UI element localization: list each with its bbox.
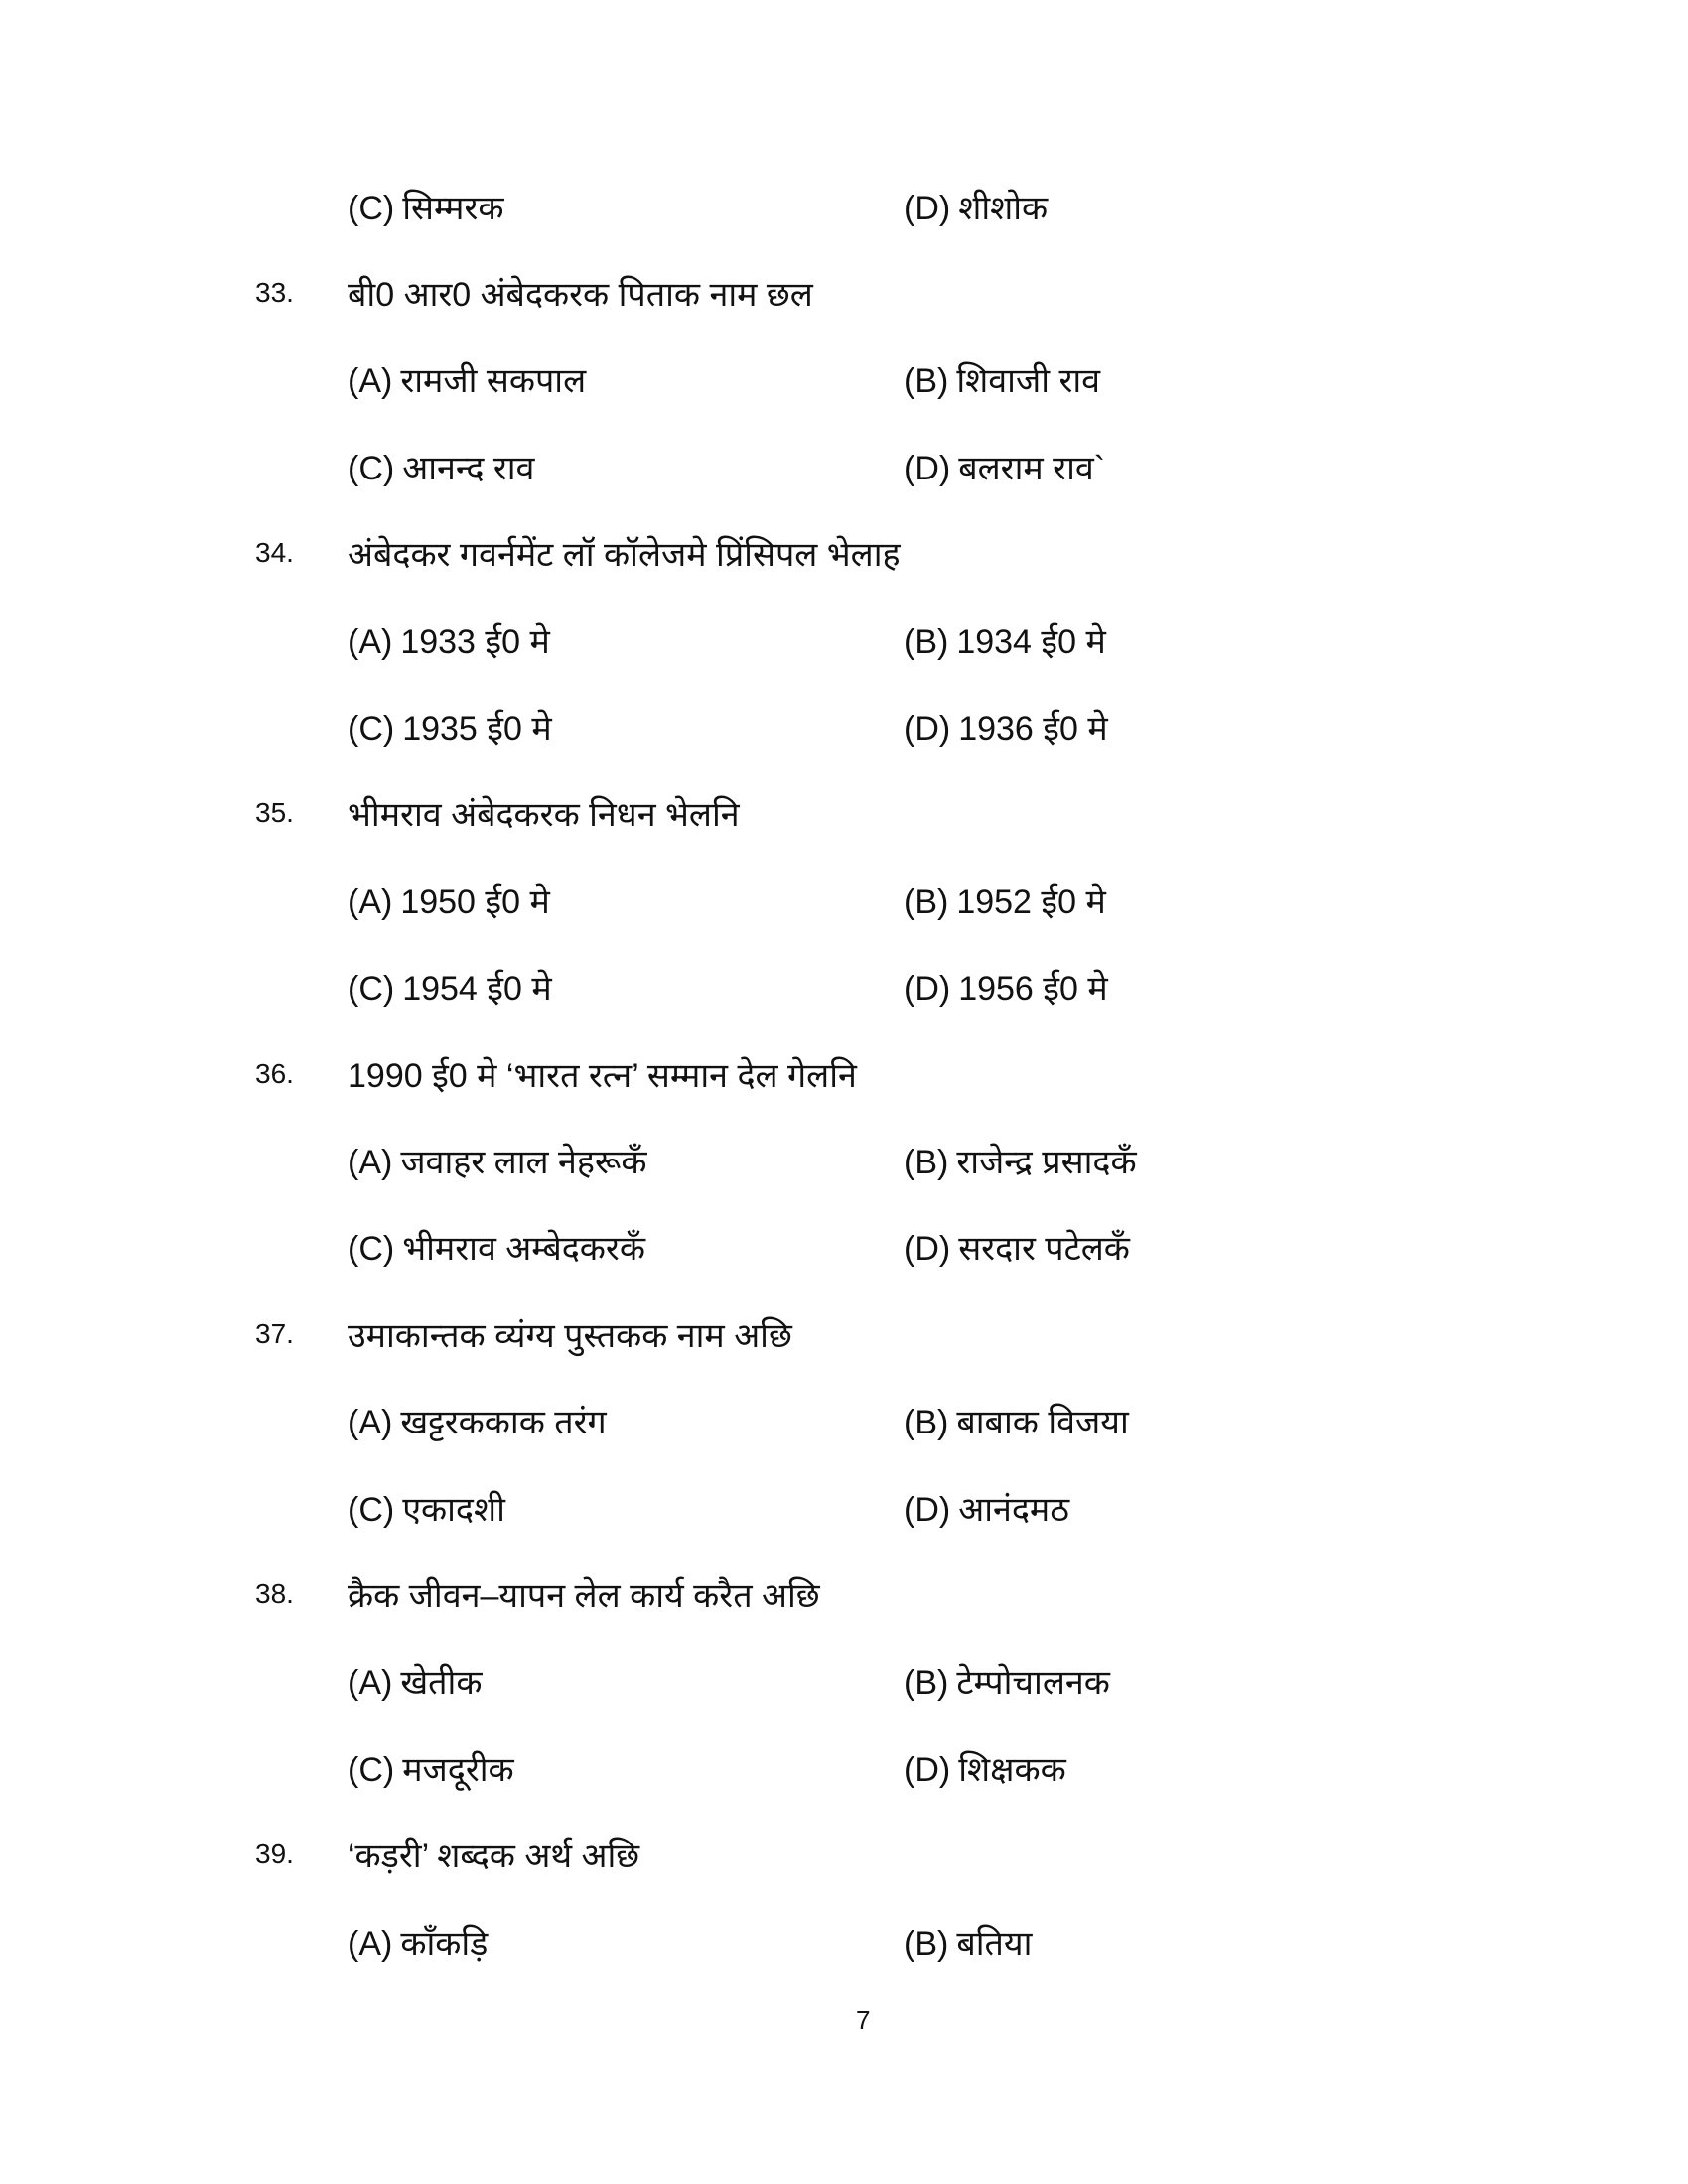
option-label: (A)	[348, 1143, 393, 1181]
question-text: बी0 आर0 अंबेदकरक पिताक नाम छल	[348, 276, 813, 315]
options-row	[0, 597, 1688, 683]
option-text: खेतीक	[400, 1664, 483, 1703]
option-label: (A)	[348, 622, 393, 661]
option-text: 1936 ई0 मे	[958, 710, 1108, 749]
question-text: क्रैक जीवन–यापन लेल कार्य करैत अछि	[348, 1576, 820, 1615]
option-right	[904, 1398, 1129, 1443]
question-text: उमाकान्तक व्यंग्य पुस्तकक नाम अछि	[348, 1316, 792, 1355]
option-label: (D)	[904, 970, 951, 1009]
option-text: काँकड़ि	[400, 1924, 489, 1963]
option-text: 1950 ई0 मे	[400, 883, 550, 921]
option-left	[348, 704, 552, 750]
options-row	[0, 337, 1688, 423]
option-label: (B)	[904, 622, 949, 661]
option-left	[348, 617, 550, 663]
option-right	[904, 1658, 1110, 1704]
option-label: (C)	[348, 1490, 395, 1529]
option-label: (B)	[904, 883, 949, 921]
option-text: शिक्षकक	[958, 1750, 1066, 1789]
option-right	[904, 964, 1108, 1010]
question-number: 34.	[255, 537, 294, 569]
option-right	[904, 704, 1108, 750]
option-text: 1935 ई0 मे	[402, 710, 552, 749]
option-text: 1956 ई0 मे	[958, 970, 1108, 1009]
option-label: (A)	[348, 1924, 393, 1963]
options-row	[0, 944, 1688, 1030]
option-left	[348, 444, 534, 489]
option-label: (D)	[904, 1230, 951, 1269]
option-text: राजेन्द्र प्रसादकँ	[956, 1143, 1137, 1181]
question-text: ‘कड़री’ शब्दक अर्थ अछि	[348, 1838, 640, 1876]
option-label: (C)	[348, 189, 395, 227]
question	[0, 249, 1688, 336]
question-text: अंबेदकर गवर्नमेंट लॉ कॉलेजमे प्रिंसिपल भेलाह	[348, 536, 901, 575]
option-text: आनंदमठ	[958, 1490, 1069, 1529]
question-number: 39.	[255, 1839, 294, 1870]
option-text: आनन्द राव	[402, 449, 535, 487]
option-label: (B)	[904, 1924, 949, 1963]
option-text: शीशोक	[958, 189, 1049, 227]
option-right	[904, 184, 1048, 229]
option-right	[904, 1485, 1069, 1531]
option-label: (B)	[904, 362, 949, 401]
options-row	[0, 1464, 1688, 1551]
option-label: (A)	[348, 1404, 393, 1442]
option-label: (D)	[904, 710, 951, 749]
option-left	[348, 356, 586, 402]
option-text: बलराम राव`	[958, 449, 1106, 487]
option-text: एकादशी	[402, 1490, 505, 1529]
question	[0, 510, 1688, 597]
options-row	[0, 683, 1688, 769]
options-row	[0, 1377, 1688, 1463]
options-row	[0, 163, 1688, 249]
option-text: टेम्पोचालनक	[956, 1664, 1110, 1703]
option-right	[904, 617, 1106, 663]
option-text: बतिया	[956, 1924, 1033, 1963]
option-text: जवाहर लाल नेहरूकँ	[400, 1143, 647, 1181]
option-left	[348, 1658, 482, 1704]
option-left	[348, 878, 550, 923]
option-text: 1933 ई0 मे	[400, 622, 550, 661]
options-row	[0, 857, 1688, 943]
option-text: रामजी सकपाल	[400, 362, 587, 401]
option-left	[348, 184, 504, 229]
option-text: 1952 ई0 मे	[956, 883, 1106, 921]
option-text: सिम्मरक	[402, 189, 504, 227]
option-label: (C)	[348, 449, 395, 487]
question-number: 35.	[255, 797, 294, 829]
option-left	[348, 1745, 514, 1791]
option-text: 1934 ई0 मे	[956, 622, 1106, 661]
option-left	[348, 1224, 645, 1270]
option-text: शिवाजी राव	[956, 362, 1101, 401]
option-label: (D)	[904, 1490, 951, 1529]
question-number: 36.	[255, 1057, 294, 1089]
option-label: (D)	[904, 1750, 951, 1789]
option-left	[348, 1398, 607, 1443]
option-text: बाबाक विजया	[956, 1404, 1129, 1442]
question-number: 37.	[255, 1317, 294, 1349]
option-right	[904, 1745, 1066, 1791]
option-label: (D)	[904, 449, 951, 487]
option-label: (C)	[348, 970, 395, 1009]
option-label: (A)	[348, 362, 393, 401]
option-label: (B)	[904, 1143, 949, 1181]
option-label: (D)	[904, 189, 951, 227]
question	[0, 770, 1688, 857]
options-row	[0, 1724, 1688, 1811]
option-right	[904, 1919, 1032, 1965]
option-text: मजदूरीक	[402, 1750, 514, 1789]
options-row	[0, 1117, 1688, 1203]
page-number: 7	[856, 2005, 871, 2035]
option-text: भीमराव अम्बेदकरकँ	[402, 1230, 645, 1269]
options-row	[0, 1204, 1688, 1291]
option-label: (A)	[348, 1664, 393, 1703]
option-right	[904, 1224, 1130, 1270]
question-text: 1990 ई0 मे ‘भारत रत्न’ सम्मान देल गेलनि	[348, 1056, 857, 1095]
options-row	[0, 1898, 1688, 1984]
question	[0, 1811, 1688, 1897]
question-number: 33.	[255, 277, 294, 309]
question-list	[0, 163, 1688, 1984]
option-label: (B)	[904, 1664, 949, 1703]
option-right	[904, 444, 1105, 489]
question	[0, 1030, 1688, 1117]
option-label: (A)	[348, 883, 393, 921]
option-label: (C)	[348, 1230, 395, 1269]
option-right	[904, 356, 1100, 402]
option-left	[348, 1485, 505, 1531]
option-left	[348, 1919, 488, 1965]
option-label: (C)	[348, 1750, 395, 1789]
option-right	[904, 1138, 1137, 1183]
question-number: 38.	[255, 1577, 294, 1609]
option-right	[904, 878, 1106, 923]
options-row	[0, 1638, 1688, 1724]
option-left	[348, 1138, 646, 1183]
option-label: (B)	[904, 1404, 949, 1442]
option-text: 1954 ई0 मे	[402, 970, 552, 1009]
question	[0, 1291, 1688, 1377]
options-row	[0, 423, 1688, 509]
question-text: भीमराव अंबेदकरक निधन भेलनि	[348, 796, 740, 835]
option-text: खट्टरककाक तरंग	[400, 1404, 607, 1442]
option-label: (C)	[348, 710, 395, 749]
question	[0, 1551, 1688, 1637]
option-text: सरदार पटेलकँ	[958, 1230, 1130, 1269]
option-left	[348, 964, 552, 1010]
